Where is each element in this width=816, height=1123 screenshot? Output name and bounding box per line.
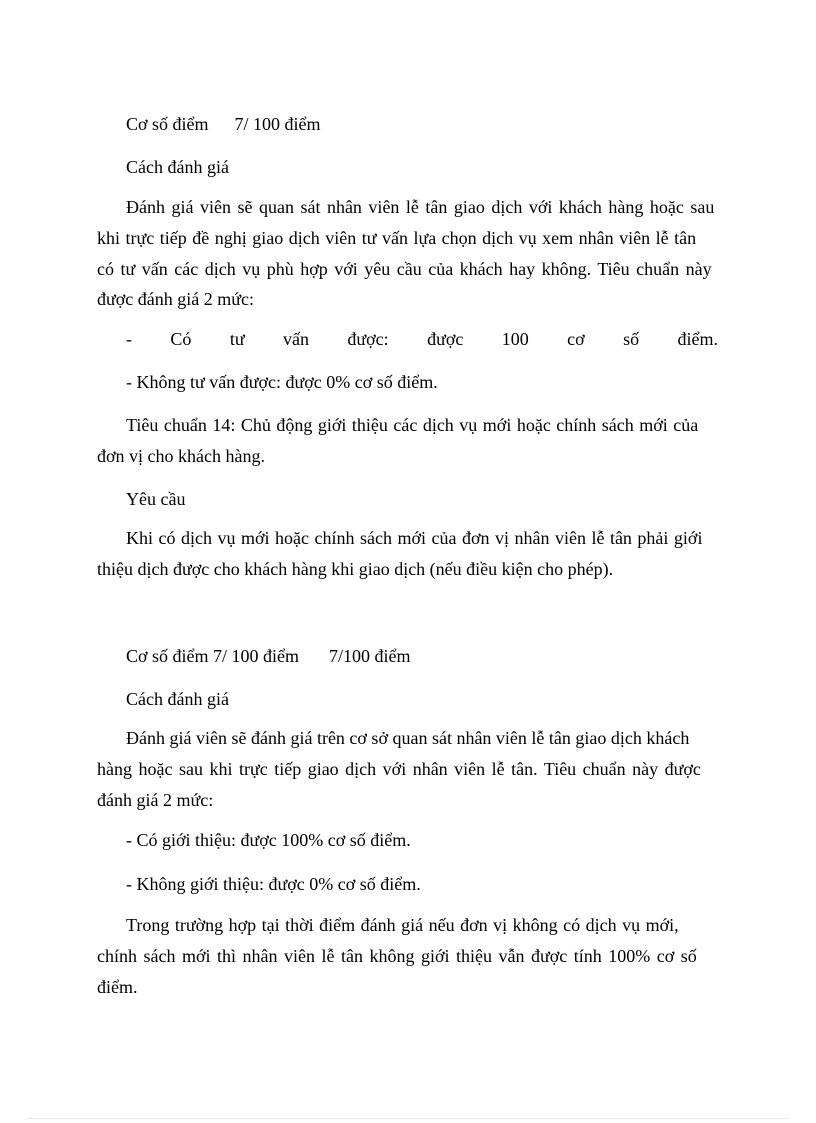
- score-value: 7/ 100 điểm: [234, 114, 321, 134]
- paragraph-line: khi trực tiếp đề nghị giao dịch viên tư vấn lựa chọn dịch vụ xem nhân viên lễ tân: [97, 228, 697, 248]
- bullet-word: tư: [229, 329, 245, 349]
- paragraph-line: Đánh giá viên sẽ đánh giá trên cơ sở quan sát nhân viên lễ tân giao dịch khách: [126, 728, 690, 748]
- bullet-word: cơ: [567, 329, 585, 349]
- bullet-word: vấn: [283, 329, 309, 349]
- bullet-word: điểm.: [677, 329, 718, 349]
- score-label: Cơ số điểm: [126, 114, 209, 134]
- paragraph-line: Trong trường hợp tại thời điểm đánh giá nếu đơn vị không có dịch vụ mới,: [126, 915, 679, 935]
- paragraph-line: chính sách mới thì nhân viên lễ tân không giới thiệu vẫn được tính 100% cơ số: [97, 946, 697, 966]
- bullet-word: được: [427, 329, 464, 349]
- bullet-item-justified: [126, 328, 718, 350]
- bullet-word: số: [623, 329, 640, 349]
- bullet-item: - Có giới thiệu: được 100% cơ số điểm.: [126, 830, 411, 850]
- score-value: 7/100 điểm: [329, 646, 411, 666]
- bullet-word: 100: [501, 329, 529, 349]
- paragraph-line: điểm.: [97, 977, 138, 997]
- requirement-line: Khi có dịch vụ mới hoặc chính sách mới của đơn vị nhân viên lễ tân phải giới: [126, 528, 703, 548]
- standard-title-line: Tiêu chuẩn 14: Chủ động giới thiệu các dịch vụ mới hoặc chính sách mới của: [126, 415, 699, 435]
- bullet-item: - Không giới thiệu: được 0% cơ số điểm.: [126, 874, 421, 894]
- bullet-word: được:: [347, 329, 389, 349]
- standard-title-line: đơn vị cho khách hàng.: [97, 446, 265, 466]
- paragraph-line: Đánh giá viên sẽ quan sát nhân viên lễ tân giao dịch với khách hàng hoặc sau: [126, 197, 715, 217]
- bullet-word: Có: [170, 329, 192, 349]
- paragraph-line: được đánh giá 2 mức:: [97, 289, 254, 309]
- bullet-word: -: [126, 329, 132, 349]
- bullet-item: - Không tư vấn được: được 0% cơ số điểm.: [126, 372, 438, 392]
- requirement-line: thiệu dịch được cho khách hàng khi giao dịch (nếu điều kiện cho phép).: [97, 559, 614, 579]
- evaluation-heading: Cách đánh giá: [126, 689, 229, 709]
- requirement-heading: Yêu cầu: [126, 489, 186, 509]
- evaluation-heading: Cách đánh giá: [126, 157, 229, 177]
- score-line: [126, 645, 411, 667]
- score-label: Cơ số điểm 7/ 100 điểm: [126, 646, 300, 666]
- score-line: [126, 113, 321, 135]
- page-bottom-divider: [28, 1118, 788, 1119]
- paragraph-line: đánh giá 2 mức:: [97, 790, 214, 810]
- paragraph-line: hàng hoặc sau khi trực tiếp giao dịch với nhân viên lễ tân. Tiêu chuẩn này được: [97, 759, 701, 779]
- paragraph-line: có tư vấn các dịch vụ phù hợp với yêu cầu của khách hay không. Tiêu chuẩn này: [97, 259, 712, 279]
